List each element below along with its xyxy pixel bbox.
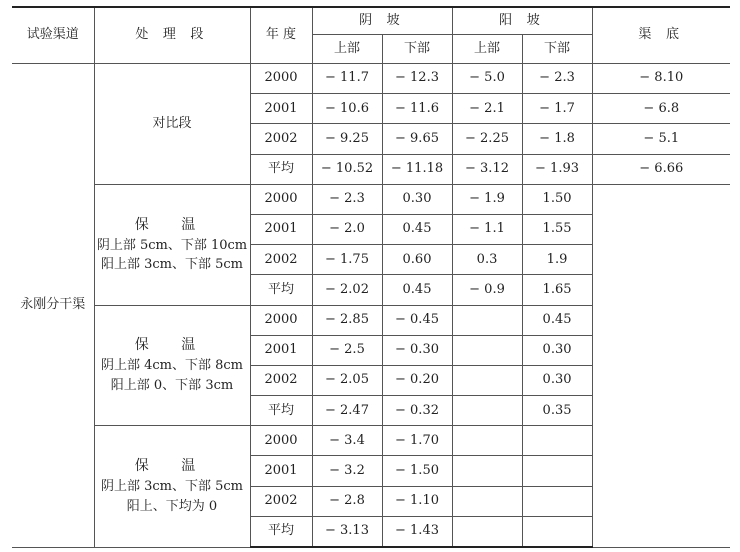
- shady-lower-cell: 0.30: [382, 184, 452, 214]
- temperature-table: [12, 6, 730, 548]
- year-cell: 2001: [250, 94, 312, 124]
- header-section: 处 理 段: [94, 7, 250, 64]
- header-channel: 试验渠道: [12, 7, 94, 64]
- header-shady-upper: 上部: [312, 35, 382, 64]
- shady-upper-cell: − 2.0: [312, 214, 382, 244]
- treatment-label-line: 阳上部 0、下部 3cm: [110, 377, 234, 393]
- treatment-label-line: 阴上部 3cm、下部 5cm: [100, 479, 244, 495]
- sunny-lower-cell: 1.55: [522, 214, 592, 244]
- shady-lower-cell: − 1.10: [382, 486, 452, 516]
- year-cell: 2002: [250, 365, 312, 395]
- sunny-lower-cell: − 1.8: [522, 124, 592, 154]
- shady-upper-cell: − 2.47: [312, 396, 382, 426]
- header-shady-slope: 阴 坡: [312, 7, 452, 35]
- treatment-section-cell: [94, 305, 250, 426]
- sunny-lower-cell: [522, 426, 592, 456]
- sunny-upper-cell: − 2.1: [452, 94, 522, 124]
- shady-lower-cell: − 12.3: [382, 64, 452, 94]
- sunny-lower-cell: 0.30: [522, 365, 592, 395]
- treatment-section-cell: [94, 184, 250, 305]
- treatment-section-cell: [94, 426, 250, 547]
- treatment-label: [95, 456, 250, 516]
- sunny-upper-cell: [452, 456, 522, 486]
- treatment-label: [95, 215, 250, 275]
- table-row: [12, 64, 730, 94]
- sunny-lower-cell: 1.9: [522, 245, 592, 275]
- shady-lower-cell: − 9.65: [382, 124, 452, 154]
- shady-upper-cell: − 9.25: [312, 124, 382, 154]
- shady-upper-cell: − 2.3: [312, 184, 382, 214]
- shady-upper-cell: − 1.75: [312, 245, 382, 275]
- shady-upper-cell: − 2.8: [312, 486, 382, 516]
- treatment-label-line: 阴上部 5cm、下部 10cm: [96, 237, 248, 253]
- header-shady-lower: 下部: [382, 35, 452, 64]
- year-cell: 平均: [250, 275, 312, 305]
- treatment-label-line: 保 温: [134, 337, 210, 354]
- shady-upper-cell: − 10.52: [312, 154, 382, 184]
- year-cell: 2001: [250, 456, 312, 486]
- treatment-label: [95, 335, 250, 395]
- header-row-1: [12, 7, 730, 35]
- shady-lower-cell: − 1.70: [382, 426, 452, 456]
- sunny-upper-cell: [452, 335, 522, 365]
- sunny-upper-cell: [452, 486, 522, 516]
- treatment-label-line: 阳上部 3cm、下部 5cm: [100, 257, 244, 273]
- shady-lower-cell: 0.45: [382, 275, 452, 305]
- shady-upper-cell: − 3.13: [312, 516, 382, 547]
- treatment-label-line: 保 温: [134, 216, 210, 233]
- header-sunny-slope: 阳 坡: [452, 7, 592, 35]
- year-cell: 平均: [250, 516, 312, 547]
- sunny-upper-cell: [452, 305, 522, 335]
- sunny-lower-cell: 0.35: [522, 396, 592, 426]
- treatment-label-line: 阳上、下均为 0: [126, 498, 218, 514]
- year-cell: 2000: [250, 426, 312, 456]
- shady-lower-cell: 0.60: [382, 245, 452, 275]
- sunny-upper-cell: [452, 396, 522, 426]
- sunny-upper-cell: − 0.9: [452, 275, 522, 305]
- shady-lower-cell: − 1.43: [382, 516, 452, 547]
- shady-upper-cell: − 10.6: [312, 94, 382, 124]
- sunny-upper-cell: − 5.0: [452, 64, 522, 94]
- channel-bottom-cell: − 8.10: [592, 64, 730, 94]
- year-cell: 平均: [250, 154, 312, 184]
- sunny-lower-cell: − 1.7: [522, 94, 592, 124]
- shady-upper-cell: − 2.05: [312, 365, 382, 395]
- sunny-lower-cell: 1.50: [522, 184, 592, 214]
- year-cell: 平均: [250, 396, 312, 426]
- sunny-upper-cell: [452, 426, 522, 456]
- header-year: 年 度: [250, 7, 312, 64]
- sunny-upper-cell: [452, 516, 522, 547]
- sunny-upper-cell: − 2.25: [452, 124, 522, 154]
- shady-lower-cell: − 1.50: [382, 456, 452, 486]
- year-cell: 2002: [250, 245, 312, 275]
- treatment-label-line: 对比段: [152, 116, 192, 132]
- year-cell: 2002: [250, 486, 312, 516]
- sunny-lower-cell: 1.65: [522, 275, 592, 305]
- sunny-upper-cell: − 1.1: [452, 214, 522, 244]
- sunny-lower-cell: − 1.93: [522, 154, 592, 184]
- header-channel-bottom: 渠 底: [592, 7, 730, 64]
- shady-upper-cell: − 2.85: [312, 305, 382, 335]
- channel-bottom-empty-cell: [592, 184, 730, 547]
- shady-upper-cell: − 3.2: [312, 456, 382, 486]
- sunny-lower-cell: [522, 486, 592, 516]
- treatment-section-cell: [94, 64, 250, 185]
- year-cell: 2000: [250, 64, 312, 94]
- shady-lower-cell: − 11.6: [382, 94, 452, 124]
- shady-upper-cell: − 3.4: [312, 426, 382, 456]
- sunny-upper-cell: − 3.12: [452, 154, 522, 184]
- shady-upper-cell: − 2.5: [312, 335, 382, 365]
- channel-bottom-cell: − 6.8: [592, 94, 730, 124]
- sunny-lower-cell: 0.45: [522, 305, 592, 335]
- year-cell: 2000: [250, 305, 312, 335]
- shady-lower-cell: − 0.20: [382, 365, 452, 395]
- sunny-lower-cell: [522, 456, 592, 486]
- sunny-upper-cell: [452, 365, 522, 395]
- table-row: [12, 184, 730, 214]
- year-cell: 2001: [250, 214, 312, 244]
- channel-bottom-cell: − 5.1: [592, 124, 730, 154]
- channel-name-cell: 永刚分干渠: [12, 64, 94, 548]
- sunny-lower-cell: 0.30: [522, 335, 592, 365]
- shady-lower-cell: − 11.18: [382, 154, 452, 184]
- year-cell: 2002: [250, 124, 312, 154]
- shady-lower-cell: − 0.32: [382, 396, 452, 426]
- shady-lower-cell: − 0.45: [382, 305, 452, 335]
- treatment-label: [95, 114, 250, 134]
- sunny-lower-cell: − 2.3: [522, 64, 592, 94]
- treatment-label-line: 阴上部 4cm、下部 8cm: [100, 358, 244, 374]
- year-cell: 2000: [250, 184, 312, 214]
- year-cell: 2001: [250, 335, 312, 365]
- shady-upper-cell: − 2.02: [312, 275, 382, 305]
- treatment-label-line: 保 温: [134, 458, 210, 475]
- header-sunny-upper: 上部: [452, 35, 522, 64]
- sunny-upper-cell: 0.3: [452, 245, 522, 275]
- sunny-lower-cell: [522, 516, 592, 547]
- shady-lower-cell: 0.45: [382, 214, 452, 244]
- shady-lower-cell: − 0.30: [382, 335, 452, 365]
- channel-bottom-cell: − 6.66: [592, 154, 730, 184]
- shady-upper-cell: − 11.7: [312, 64, 382, 94]
- header-sunny-lower: 下部: [522, 35, 592, 64]
- table-body: [12, 7, 730, 547]
- sunny-upper-cell: − 1.9: [452, 184, 522, 214]
